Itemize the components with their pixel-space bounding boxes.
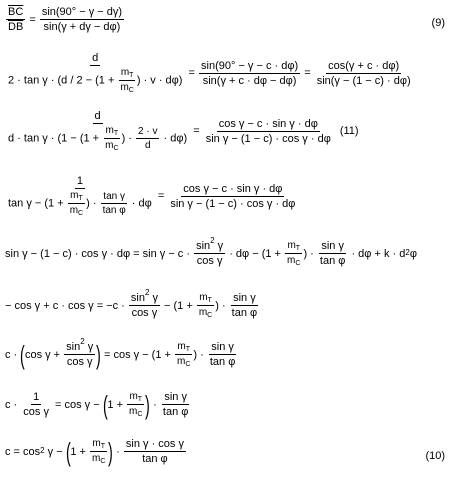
denominator: sin γ − (1 − c) · cos γ · dφ <box>170 197 296 210</box>
numerator: cos γ − c · sin γ · dφ <box>183 182 283 195</box>
denominator: cos γ <box>196 255 223 267</box>
equation-number-9: (9) <box>431 17 445 29</box>
expression-part: ) · <box>215 299 229 312</box>
numerator <box>129 288 160 306</box>
numerator: 1 <box>33 391 40 403</box>
subscript-t: T <box>295 245 301 252</box>
mass-ratio <box>90 438 107 465</box>
expression-part: ) · <box>193 348 207 361</box>
numerator: d <box>92 52 99 64</box>
expression-part: · <box>113 445 123 458</box>
m-symbol: m <box>120 82 129 93</box>
numerator <box>194 236 225 254</box>
fraction-d-over-tan <box>6 110 189 152</box>
m-symbol: m <box>105 125 114 136</box>
equation-2 <box>5 52 414 94</box>
numerator: sin(90° − γ − dγ) <box>41 6 123 18</box>
expression-part: = cos γ − (1 + <box>100 348 174 361</box>
equals-sign: = <box>190 125 203 137</box>
expression-part: = cos γ − <box>51 398 103 411</box>
equation-number-10: (10) <box>425 450 445 462</box>
denominator-part: 2 · tan γ · (d / 2 − (1 + <box>8 74 118 87</box>
subscript-c: C <box>113 145 119 152</box>
operator: ) · <box>86 197 100 210</box>
fraction-right <box>315 60 413 87</box>
denominator-part: · dφ <box>128 197 152 210</box>
numerator: d <box>94 110 101 122</box>
denominator: d <box>144 140 151 151</box>
left-paren: ( <box>65 436 71 467</box>
fraction-sin-over-tan <box>318 240 347 267</box>
expression-part: cos γ + <box>24 348 64 361</box>
fraction-sin2-over-cos <box>194 236 225 267</box>
expression-part: c = cos <box>5 445 41 458</box>
subscript-c: C <box>100 458 106 465</box>
m-symbol: m <box>198 307 208 318</box>
denominator: cos γ <box>131 307 158 319</box>
m-symbol: m <box>287 255 296 266</box>
mass-ratio <box>68 190 85 217</box>
numerator <box>64 337 95 355</box>
fraction-right <box>168 183 297 210</box>
equals-sign: = <box>185 67 199 79</box>
subscript-c: C <box>137 411 143 418</box>
mass-ratio <box>175 341 192 368</box>
subscript-t: T <box>78 195 83 202</box>
operator: ) · <box>121 132 136 145</box>
fraction-sin-ratio <box>40 6 124 33</box>
subscript-t: T <box>100 443 106 450</box>
fraction-2v-over-d <box>136 126 159 151</box>
numerator: sin γ <box>164 391 187 403</box>
denominator: tan φ <box>102 205 126 216</box>
subscript-c: C <box>185 361 191 368</box>
denominator-part: · dφ) <box>160 132 188 145</box>
sin-text: sin <box>130 292 145 304</box>
gamma-text: γ <box>214 240 224 252</box>
equation-11 <box>5 110 359 152</box>
subscript-t: T <box>185 346 191 353</box>
equals-sign: = <box>301 67 314 79</box>
numerator: tan γ <box>103 191 125 202</box>
equals-sign: = <box>154 190 168 202</box>
m-symbol: m <box>129 406 138 417</box>
expression-part: 1 + <box>70 445 90 458</box>
denominator: tan φ <box>209 356 236 368</box>
numerator: sin γ <box>211 341 234 353</box>
denominator: cos γ <box>23 406 49 418</box>
equation-9 <box>5 6 125 33</box>
denominator: tan φ <box>319 255 346 267</box>
numerator: 2 · v <box>138 126 158 137</box>
m-symbol: m <box>92 438 101 449</box>
denominator: sin(γ − (1 − c) · dφ) <box>316 74 411 87</box>
numerator: sin γ <box>233 292 256 304</box>
expression-part: ) · <box>303 247 317 260</box>
fraction-one-over-tan <box>6 175 154 217</box>
gamma-text: γ <box>149 292 158 304</box>
fraction-one-over-cos <box>21 391 51 418</box>
mass-ratio <box>103 125 120 152</box>
sin-text: sin <box>196 240 211 252</box>
m-symbol: m <box>177 341 186 352</box>
fraction-tan-ratio <box>101 191 128 216</box>
denominator <box>6 124 189 152</box>
fraction-bc-db <box>6 6 25 33</box>
m-symbol: m <box>70 190 79 201</box>
mass-ratio <box>285 240 302 267</box>
numerator: cos(γ + c · dφ) <box>328 59 400 72</box>
right-paren: ) <box>108 436 114 467</box>
expression-part: · dφ + k · d <box>348 247 406 260</box>
m-symbol: m <box>69 205 79 216</box>
denominator-part: tan γ − (1 + <box>8 197 67 210</box>
equation-5: sin γ − (1 − c) · cos γ · dφ = sin γ − c · $\frac{\sin^2 \gamma}{\text{cos γ}}$ · dφ − (1 + $\frac{m_T}{m_C}$ ) · $\frac{\text{sin γ}}{\text{tan φ}}$ · dφ + k · d $^2$ φ <box>5 236 417 267</box>
subscript-c: C <box>295 260 301 267</box>
subscript-c: C <box>128 87 134 94</box>
right-paren: ) <box>96 339 101 370</box>
m-symbol: m <box>120 67 130 78</box>
equation-7 <box>5 337 238 370</box>
equation-10: c = cos $^2$ γ − ( 1 + $\frac{m_T}{m_C}$ ) · $\frac{\text{sin γ · cos γ}}{\text{tan φ}}$ <box>5 436 184 467</box>
sin-text: sin <box>66 341 81 353</box>
m-symbol: m <box>287 240 296 251</box>
mass-ratio <box>118 67 135 94</box>
numerator: 1 <box>76 175 83 187</box>
left-paren: ( <box>102 389 108 420</box>
fraction-sin-over-tan <box>161 391 190 418</box>
equation-6 <box>5 288 260 319</box>
subscript-t: T <box>137 396 143 403</box>
expression-part: 1 + <box>107 398 127 411</box>
exponent: 2 <box>210 236 215 246</box>
fraction-sin2-over-cos <box>64 337 95 368</box>
expression-part: − (1 + <box>160 299 196 312</box>
fraction-sin2-over-cos <box>129 288 160 319</box>
segment-bc: $\overline{BC}$ <box>8 6 24 18</box>
denominator: sin(γ + c · dφ − dφ) <box>202 74 297 87</box>
fraction-sin-over-tan <box>230 292 259 319</box>
denominator: tan φ <box>142 453 168 465</box>
expression-part: φ <box>409 247 417 260</box>
subscript-c: C <box>207 312 213 319</box>
exponent: 2 <box>80 337 85 347</box>
numerator: sin γ <box>321 240 344 252</box>
segment-db: DB <box>8 21 24 33</box>
numerator: sin γ · cos γ <box>125 438 184 450</box>
fraction-right <box>204 118 333 145</box>
m-symbol: m <box>199 292 208 303</box>
fraction-sin-over-tan <box>208 341 237 368</box>
mass-ratio <box>197 292 214 319</box>
mass-ratio <box>127 391 144 418</box>
exponent: 2 <box>144 288 150 298</box>
subscript-t: T <box>113 130 119 137</box>
denominator-part: ) · v · dφ) <box>136 74 183 87</box>
denominator: tan φ <box>162 406 189 418</box>
subscript-c: C <box>78 210 84 217</box>
expression-part: − cos γ + c · cos γ = −c · <box>5 299 128 312</box>
denominator-part: d · tan γ · (1 − (1 + <box>8 132 103 145</box>
denominator <box>6 66 184 94</box>
m-symbol: m <box>129 391 138 402</box>
denominator: cos γ <box>66 356 93 368</box>
equals-sign: = <box>26 13 39 26</box>
denominator <box>6 189 154 217</box>
subscript-t: T <box>207 297 212 304</box>
expression-part: sin γ − (1 − c) · cos γ · dφ = sin γ − c · <box>5 247 194 260</box>
numerator: sin(90° − γ − c · dφ) <box>201 59 299 72</box>
gamma-text: γ <box>84 341 94 353</box>
right-paren: ) <box>145 389 151 420</box>
expression-part: γ − <box>44 445 66 458</box>
equation-4 <box>5 175 298 217</box>
denominator: tan φ <box>231 307 258 319</box>
expression-part: · <box>150 398 160 411</box>
m-symbol: m <box>105 140 114 151</box>
expression-part: · dφ − (1 + <box>226 247 285 260</box>
numerator: cos γ − c · sin γ · dφ <box>218 117 318 130</box>
denominator: sin(γ + dγ − dφ) <box>43 21 121 33</box>
equation-number-11: (11) <box>339 125 359 137</box>
denominator: sin γ − (1 − c) · cos γ · dφ <box>205 132 331 145</box>
fraction-mid <box>199 60 300 87</box>
subscript-t: T <box>129 72 134 79</box>
expression-part: c · <box>5 348 21 361</box>
equation-8 <box>5 391 191 418</box>
m-symbol: m <box>92 453 101 464</box>
m-symbol: m <box>177 356 186 367</box>
left-paren: ( <box>20 339 26 370</box>
fraction-sincos-over-tan <box>124 438 186 465</box>
fraction-d-over-tan <box>6 52 184 94</box>
expression-part: c · <box>5 398 21 411</box>
